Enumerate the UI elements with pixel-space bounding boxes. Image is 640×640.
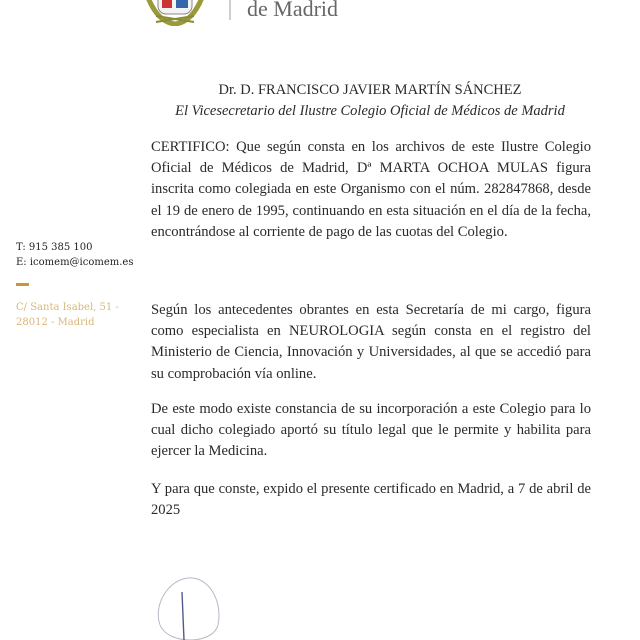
signatory-name: Dr. D. FRANCISCO JAVIER MARTÍN SÁNCHEZ — [218, 82, 522, 98]
certification-paragraph: CERTIFICO: Que según consta en los archivos de este Ilustre Colegio Oficial de Médicos de Madrid, Dª MARTA OCHOA MULAS figura inscrita como colegiada en este Organismo con el núm. 282847868, desde el 19 de enero de 1995, continuando en esta situación en el día de la fecha, encontrándose al corriente de pago de las cuotas del Colegio. — [151, 139, 591, 240]
accent-bar — [16, 283, 29, 286]
email: E: icomem@icomem.es — [16, 257, 134, 268]
crest-logo — [136, 0, 214, 26]
signatory-role: El Vicesecretario del Ilustre Colegio Oficial de Médicos de Madrid — [175, 103, 565, 119]
address-line: 28012 - Madrid — [16, 317, 95, 328]
closing-paragraph: Y para que conste, expido el presente certificado en Madrid, a 7 de abril de 2025 — [151, 481, 591, 519]
address-line: C/ Santa Isabel, 51 - — [16, 302, 119, 313]
specialty-paragraph: Según los antecedentes obrantes en esta Secretaría de mi cargo, figura como especialista en NEUROLOGIA según consta en el registro del Ministerio de Ciencia, Innovación y Universidades, al que se accedió para su comprobación vía online. — [151, 302, 591, 382]
signature — [148, 570, 228, 640]
org-name: de Madrid — [247, 0, 339, 21]
address — [16, 300, 119, 330]
phone: T: 915 385 100 — [16, 242, 93, 253]
title-paragraph: De este modo existe constancia de su incorporación a este Colegio para lo cual dicho colegiado aportó su título legal que le permite y habilita para ejercer la Medicina. — [151, 401, 591, 460]
header-divider — [229, 0, 231, 20]
contact-info — [16, 240, 133, 270]
